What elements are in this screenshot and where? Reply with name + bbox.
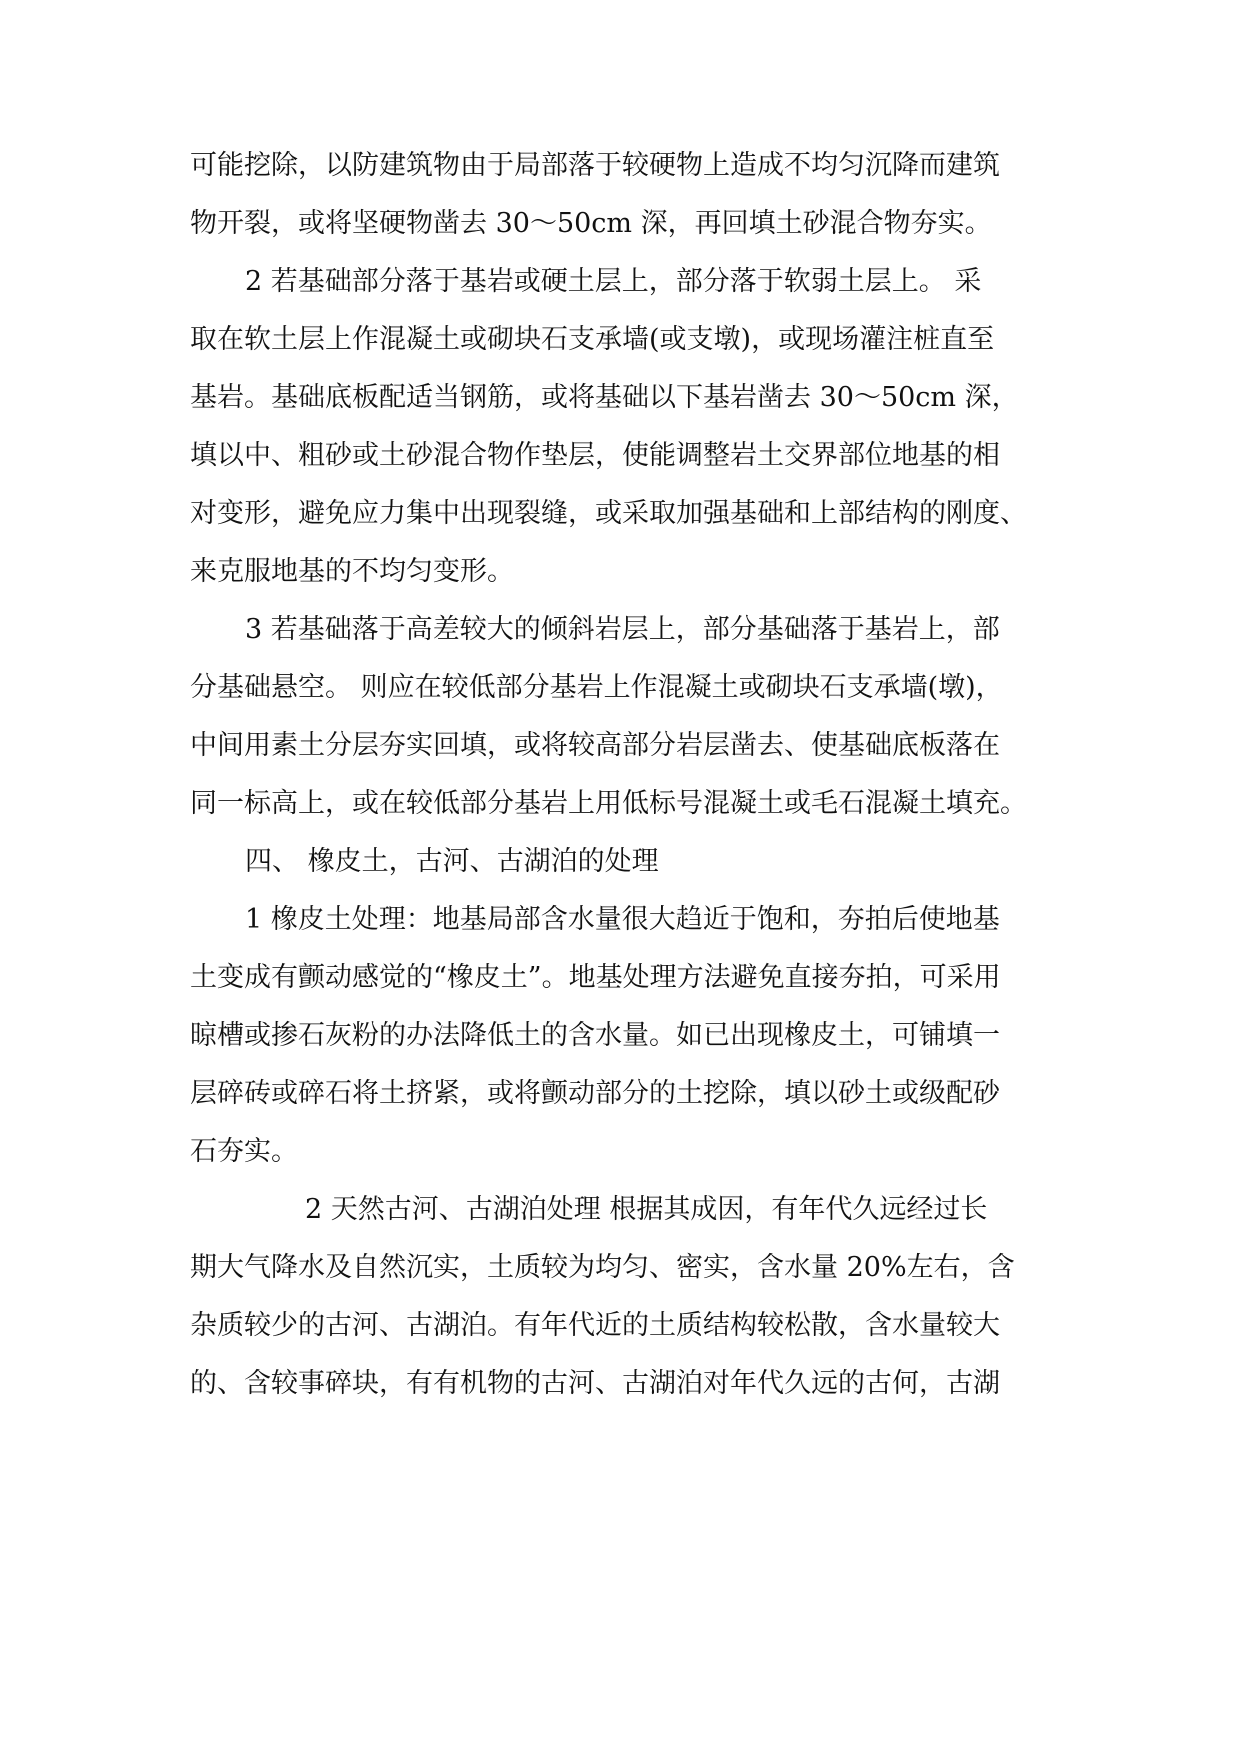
text-line: 来克服地基的不均匀变形。 xyxy=(190,556,514,587)
paragraph-ancient-river-start: 2 天然古河、古湖泊处理 根据其成因，有年代久远经过长 xyxy=(305,1194,988,1225)
text-line: 晾槽或掺石灰粉的办法降低土的含水量。如已出现橡皮土，可铺填一 xyxy=(190,1020,1000,1051)
text-line: 层碎砖或碎石将土挤紧，或将颤动部分的土挖除，填以砂土或级配砂 xyxy=(190,1078,1000,1109)
text-line: 取在软土层上作混凝土或砌块石支承墙(或支墩)，或现场灌注桩直至 xyxy=(190,324,995,355)
section-heading: 四、 橡皮土，古河、古湖泊的处理 xyxy=(245,846,659,877)
text-line: 同一标高上，或在较低部分基岩上用低标号混凝土或毛石混凝土填充。 xyxy=(190,788,1027,819)
text-line: 可能挖除，以防建筑物由于局部落于较硬物上造成不均匀沉降而建筑 xyxy=(190,150,1000,181)
text-line: 杂质较少的古河、古湖泊。有年代近的土质结构较松散，含水量较大 xyxy=(190,1310,1000,1341)
text-line: 分基础悬空。 则应在较低部分基岩上作混凝土或砌块石支承墙(墩)， xyxy=(190,672,1003,703)
paragraph-2-start: 2 若基础部分落于基岩或硬土层上，部分落于软弱土层上。 采 xyxy=(245,266,982,297)
text-line: 填以中、粗砂或土砂混合物作垫层，使能调整岩土交界部位地基的相 xyxy=(190,440,1000,471)
text-line: 的、含较事碎块，有有机物的古河、古湖泊对年代久远的古何，古湖 xyxy=(190,1368,1000,1399)
text-line: 对变形，避免应力集中出现裂缝，或采取加强基础和上部结构的刚度、 xyxy=(190,498,1027,529)
text-line: 石夯实。 xyxy=(190,1136,298,1167)
text-line: 期大气降水及自然沉实，土质较为均匀、密实，含水量 20%左右，含 xyxy=(190,1252,1015,1283)
text-line: 物开裂，或将坚硬物凿去 30～50cm 深，再回填土砂混合物夯实。 xyxy=(190,208,992,239)
text-line: 基岩。基础底板配适当钢筋，或将基础以下基岩凿去 30～50cm 深， xyxy=(190,382,1019,413)
text-line: 中间用素土分层夯实回填，或将较高部分岩层凿去、使基础底板落在 xyxy=(190,730,1000,761)
text-line: 土变成有颤动感觉的“橡皮土”。地基处理方法避免直接夯拍，可采用 xyxy=(190,962,1001,993)
paragraph-3-start: 3 若基础落于高差较大的倾斜岩层上，部分基础落于基岩上，部 xyxy=(245,614,1000,645)
paragraph-rubber-soil-start: 1 橡皮土处理：地基局部含水量很大趋近于饱和，夯拍后使地基 xyxy=(245,904,1000,935)
